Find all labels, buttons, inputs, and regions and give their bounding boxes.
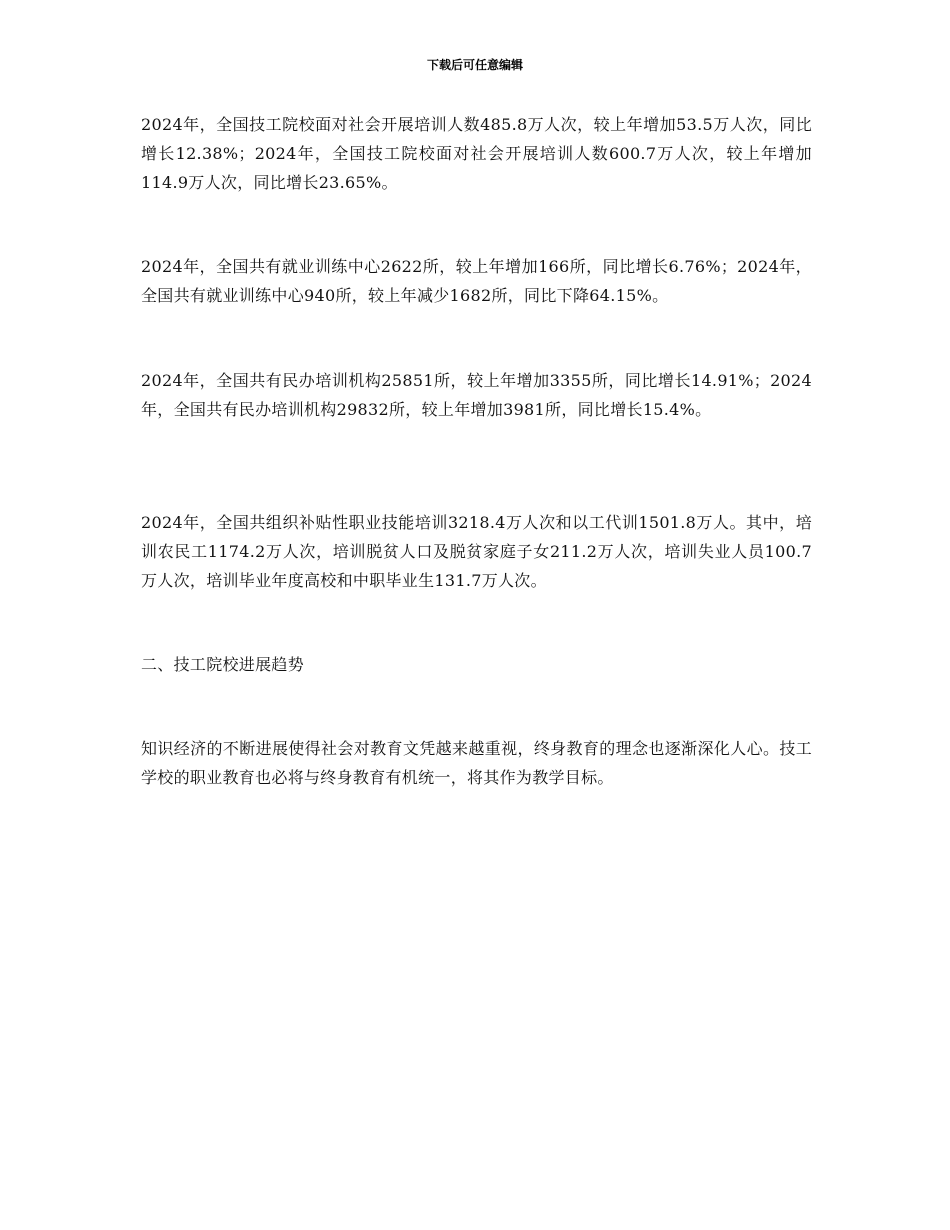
paragraph-employment-training-centers: 2024年，全国共有就业训练中心2622所，较上年增加166所，同比增长6.76%；2024年，全国共有就业训练中心940所，较上年减少1682所，同比下降64.15%。 <box>141 257 812 305</box>
paragraph-subsidized-skills-training: 2024年，全国共组织补贴性职业技能培训3218.4万人次和以工代训1501.8万人。其中，培训农民工1174.2万人次，培训脱贫人口及脱贫家庭子女211.2万人次，培训失业人员100.7万人次，培训毕业年度高校和中职毕业生131.7万人次。 <box>141 513 812 590</box>
page-header: 下载后可任意编辑 <box>426 58 523 72</box>
paragraph-lifelong-education: 知识经济的不断进展使得社会对教育文凭越来越重视，终身教育的理念也逐渐深化人心。技工学校的职业教育也必将与终身教育有机统一，将其作为教学目标。 <box>141 739 812 787</box>
paragraph-private-training-institutions: 2024年，全国共有民办培训机构25851所，较上年增加3355所，同比增长14.91%；2024年，全国共有民办培训机构29832所，较上年增加3981所，同比增长15.4%。 <box>141 371 812 419</box>
paragraph-technical-school-training: 2024年，全国技工院校面对社会开展培训人数485.8万人次，较上年增加53.5万人次，同比增长12.38%；2024年，全国技工院校面对社会开展培训人数600.7万人次，较上年增加114.9万人次，同比增长23.65%。 <box>141 115 812 192</box>
section-heading: 二、技工院校进展趋势 <box>141 655 305 674</box>
